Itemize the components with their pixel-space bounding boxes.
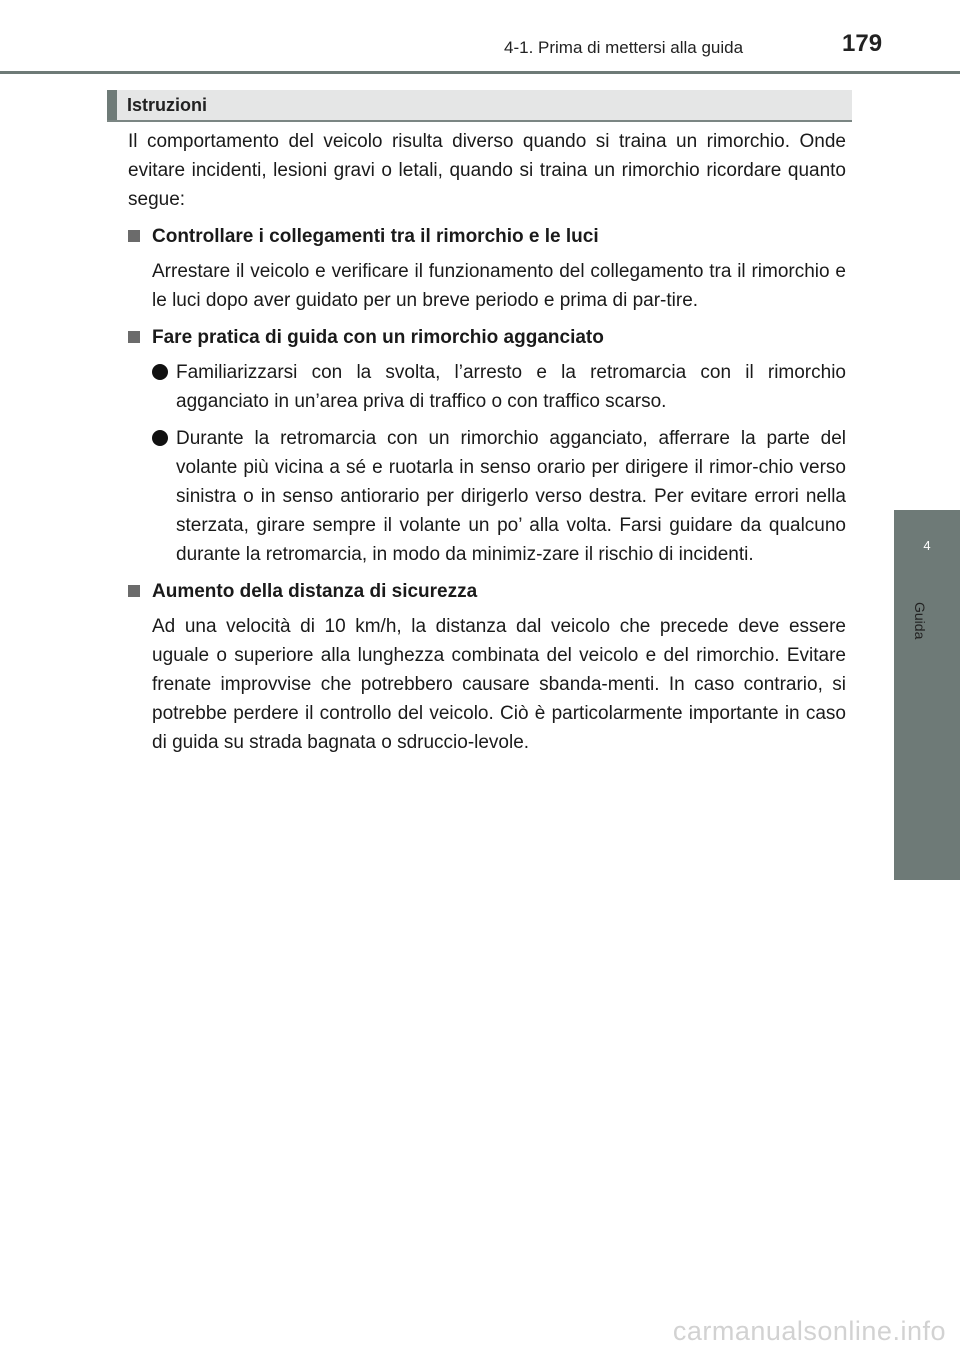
warning-title: Istruzioni xyxy=(127,94,207,115)
list-item-text: Durante la retromarcia con un rimorchio agganciato, afferrare la parte del volante più vicina a sé e ruotarla in senso orario per dirigere il rimor-chio verso sinistra o in senso antiorario per dirigerlo verso destra. Per evitare errori nella sterzata, girare sempre il volante un po’ alla volta. Farsi guidare da qualcuno durante la retromarcia, in modo da minimiz-zare il rischio di incidenti. xyxy=(176,428,846,565)
warning-intro: Il comportamento del veicolo risulta diverso quando si traina un rimorchio. Onde evitare incidenti, lesioni gravi o letali, quando si traina un rimorchio ricordare quanto segue: xyxy=(128,131,846,210)
subheading-text: Controllare i collegamenti tra il rimorchio e le luci xyxy=(152,226,599,247)
header-section-title: 4-1. Prima di mettersi alla guida xyxy=(504,38,744,57)
list-item-text: Familiarizzarsi con la svolta, l’arresto e la retromarcia con il rimorchio agganciato in un’area priva di traffico o con traffico scarso. xyxy=(176,362,846,412)
warning-bar xyxy=(107,90,117,120)
subheading-text: Aumento della distanza di sicurezza xyxy=(152,581,478,602)
subheading-connections xyxy=(128,222,846,251)
chapter-tab-label: Guida xyxy=(912,602,928,640)
header-rule xyxy=(0,71,960,74)
subheading-distance xyxy=(128,577,846,606)
watermark: carmanualsonline.info xyxy=(672,1316,946,1346)
round-bullet-icon xyxy=(152,364,168,380)
warning-content xyxy=(128,127,846,765)
page-number: 179 xyxy=(842,30,883,57)
list-item xyxy=(128,424,846,569)
subheading-text: Fare pratica di guida con un rimorchio agganciato xyxy=(152,327,604,348)
subheading-practice xyxy=(128,323,846,352)
square-bullet-icon xyxy=(128,230,140,242)
square-bullet-icon xyxy=(128,331,140,343)
paragraph-connections: Arrestare il veicolo e verificare il funzionamento del collegamento tra il rimorchio e le luci dopo aver guidato per un breve periodo e prima di par-tire. xyxy=(152,261,846,311)
list-item xyxy=(128,358,846,416)
square-bullet-icon xyxy=(128,585,140,597)
paragraph-distance: Ad una velocità di 10 km/h, la distanza dal veicolo che precede deve essere uguale o superiore alla lunghezza combinata del veicolo e del rimorchio. Evitare frenate improvvise che potrebbero causare sbanda-menti. In caso contrario, si potrebbe perdere il controllo del veicolo. Ciò è particolarmente importante in caso di guida su strada bagnata o sdruccio-levole. xyxy=(152,616,846,753)
chapter-tab-number: 4 xyxy=(923,537,931,553)
chapter-tab[interactable] xyxy=(894,510,960,580)
round-bullet-icon xyxy=(152,430,168,446)
warning-header xyxy=(107,90,852,122)
